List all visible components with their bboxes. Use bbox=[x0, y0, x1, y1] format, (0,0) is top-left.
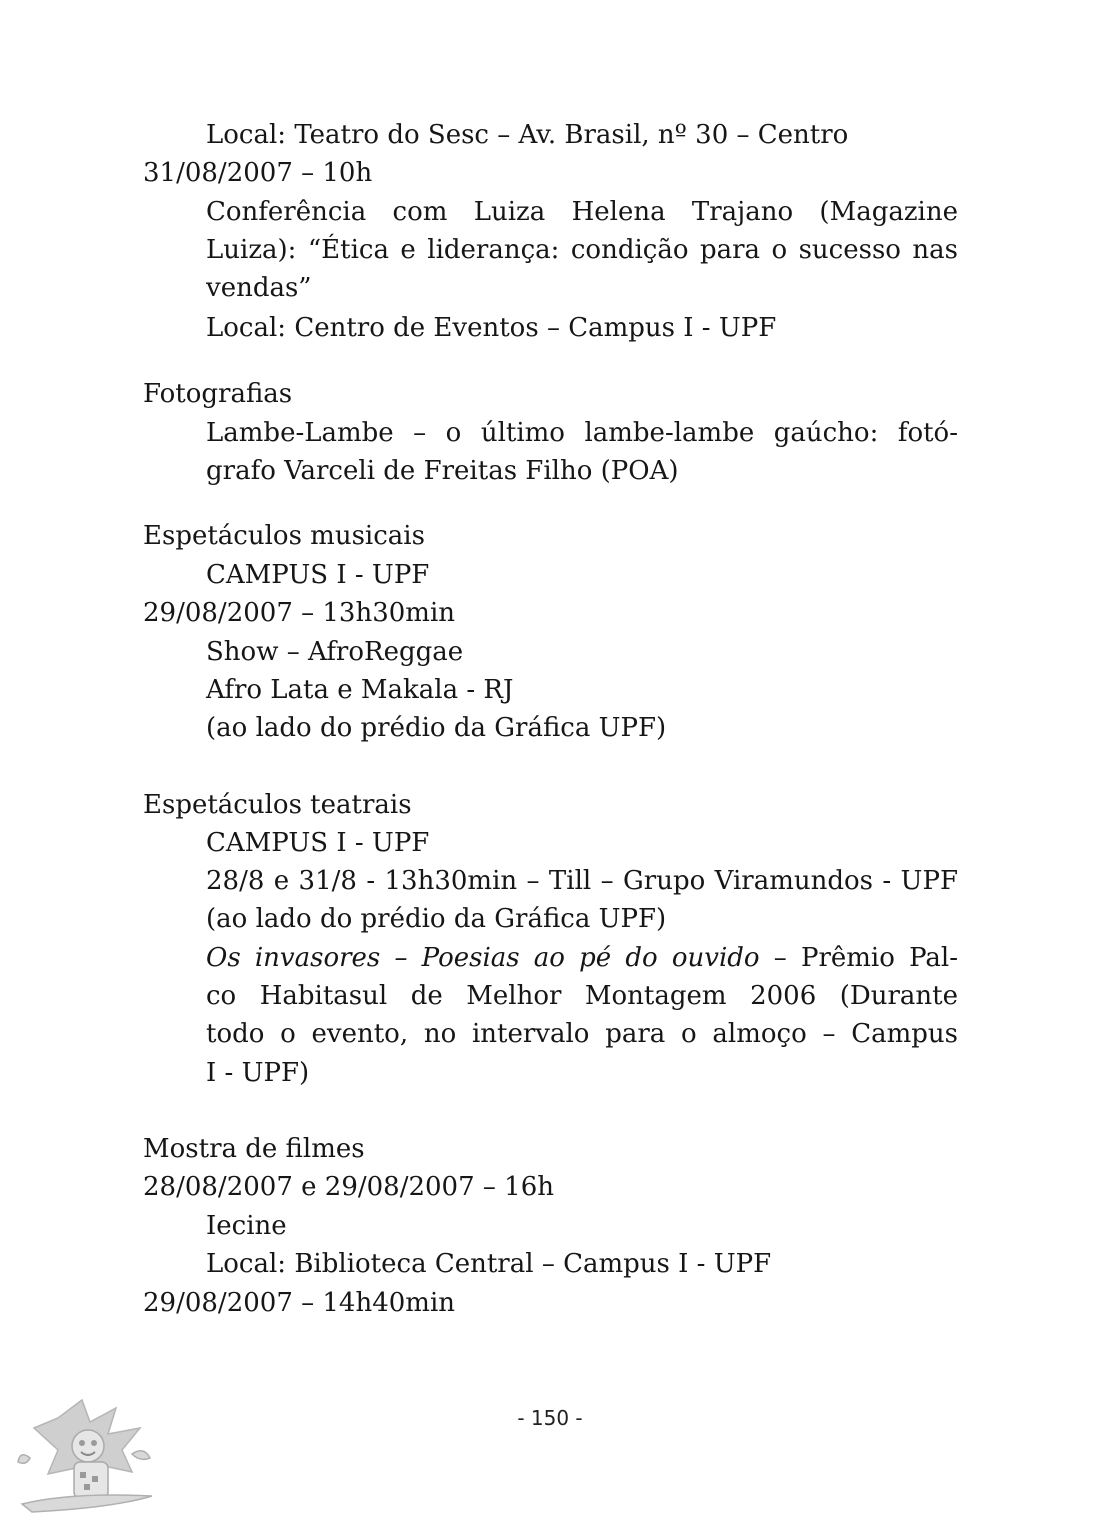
text-line: Local: Centro de Eventos – Campus I - UPF bbox=[206, 313, 777, 343]
text-line: Afro Lata e Makala - RJ bbox=[206, 675, 514, 705]
text-line: co Habitasul de Melhor Montagem 2006 (Durante bbox=[206, 981, 958, 1011]
text-line: Luiza): “Ética e liderança: condição para o sucesso nas bbox=[206, 235, 958, 265]
section-heading: Fotografias bbox=[143, 379, 293, 409]
text-line: Lambe-Lambe – o último lambe-lambe gaúcho: fotó- bbox=[206, 418, 958, 448]
text-line: (ao lado do prédio da Gráfica UPF) bbox=[206, 713, 667, 743]
text-line: CAMPUS I - UPF bbox=[206, 828, 430, 858]
text-line: vendas” bbox=[206, 273, 312, 303]
section-heading: Espetáculos teatrais bbox=[143, 790, 412, 820]
award-text: Prêmio Pal- bbox=[800, 943, 959, 973]
cartoon-mascot-icon bbox=[12, 1388, 172, 1518]
text-line: Local: Teatro do Sesc – Av. Brasil, nº 30 – Centro bbox=[206, 120, 849, 150]
text-line: grafo Varceli de Freitas Filho (POA) bbox=[206, 456, 679, 486]
dash-separator: – bbox=[759, 943, 801, 973]
date-line: 29/08/2007 – 14h40min bbox=[143, 1288, 456, 1318]
text-line: 28/8 e 31/8 - 13h30min – Till – Grupo Viramundos - UPF bbox=[206, 866, 958, 896]
play-title: Os invasores – Poesias ao pé do ouvido bbox=[206, 943, 760, 973]
section-heading: Mostra de filmes bbox=[143, 1134, 365, 1164]
text-line: Iecine bbox=[206, 1211, 287, 1241]
text-line: Show – AfroReggae bbox=[206, 637, 464, 667]
section-heading: Espetáculos musicais bbox=[143, 521, 425, 551]
date-line: 28/08/2007 e 29/08/2007 – 16h bbox=[143, 1172, 554, 1202]
text-line bbox=[206, 939, 958, 977]
date-line: 29/08/2007 – 13h30min bbox=[143, 598, 456, 628]
text-line: Conferência com Luiza Helena Trajano (Magazine bbox=[206, 197, 958, 227]
page-number: - 150 - bbox=[517, 1406, 583, 1430]
text-line: (ao lado do prédio da Gráfica UPF) bbox=[206, 904, 667, 934]
text-line: I - UPF) bbox=[206, 1058, 310, 1088]
text-line: todo o evento, no intervalo para o almoço – Campus bbox=[206, 1019, 958, 1049]
text-line: Local: Biblioteca Central – Campus I - UPF bbox=[206, 1249, 772, 1279]
date-line: 31/08/2007 – 10h bbox=[143, 158, 373, 188]
text-line: CAMPUS I - UPF bbox=[206, 560, 430, 590]
